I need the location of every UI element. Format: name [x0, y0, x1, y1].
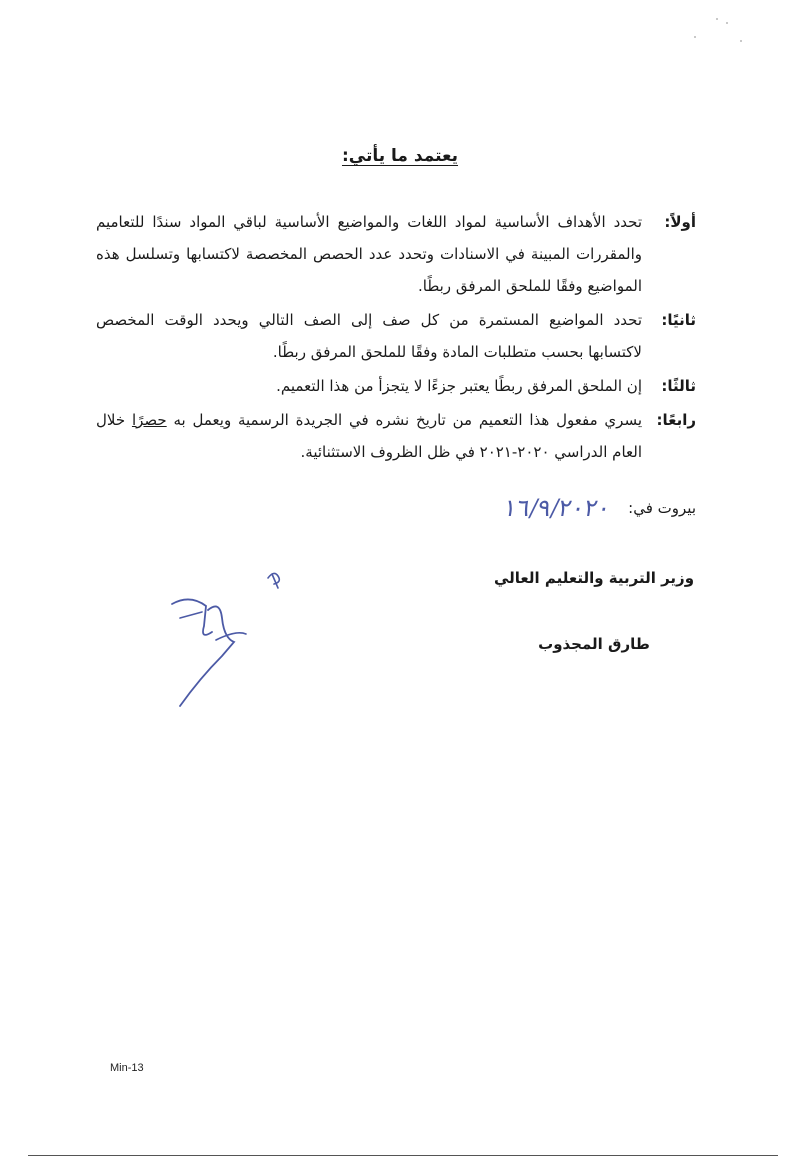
handwritten-signature — [150, 566, 310, 716]
article-text-part: خلال العام الدراسي ٢٠٢٠-٢٠٢١ في ظل الظروف الاستثنائية. — [96, 411, 642, 461]
article-label: أولاً: — [664, 213, 696, 231]
article-3 — [96, 370, 696, 402]
article-text: تحدد الأهداف الأساسية لمواد اللغات والمواضيع الأساسية لباقي المواد سندًا للتعاميم والمقررات المبينة في الاسنادات وتحدد عدد الحصص المخصصة لاكتسابها وتسلسل هذه المواضيع وفقًا للملحق المرفق ربطًا. — [96, 213, 642, 295]
article-2 — [96, 304, 696, 368]
signature-block — [484, 566, 704, 656]
article-4 — [96, 404, 696, 468]
article-text: تحدد المواضيع المستمرة من كل صف إلى الصف التالي ويحدد الوقت المخصص لاكتسابها بحسب متطلبات المادة وفقًا للملحق المرفق ربطًا. — [96, 311, 642, 361]
article-label: رابعًا: — [656, 411, 696, 429]
articles-list — [96, 206, 696, 470]
date-label: بيروت في: — [628, 499, 696, 517]
article-text: إن الملحق المرفق ربطًا يعتبر جزءًا لا يتجزأ من هذا التعميم. — [276, 377, 642, 395]
handwritten-date: ١٦/٩/٢٠٢٠ — [501, 494, 613, 522]
underlined-word: حصرًا — [131, 411, 167, 429]
signatory-title: وزير التربية والتعليم العالي — [493, 569, 695, 587]
signatory-name: طارق المجذوب — [538, 635, 650, 653]
scan-speck — [694, 36, 696, 38]
article-label: ثالثًا: — [661, 377, 696, 395]
scan-speck — [740, 40, 742, 42]
scan-speck — [716, 18, 718, 20]
bottom-rule — [28, 1155, 778, 1156]
date-line — [501, 494, 696, 522]
article-label: ثانيًا: — [661, 311, 696, 329]
scan-speck — [726, 22, 728, 24]
document-heading: يعتمد ما يأتي: — [341, 146, 459, 166]
article-1 — [96, 206, 696, 302]
footer-code: Min-13 — [110, 1062, 144, 1074]
article-text — [96, 404, 642, 468]
article-text-part: يسري مفعول هذا التعميم من تاريخ نشره في الجريدة الرسمية ويعمل به — [173, 411, 642, 429]
